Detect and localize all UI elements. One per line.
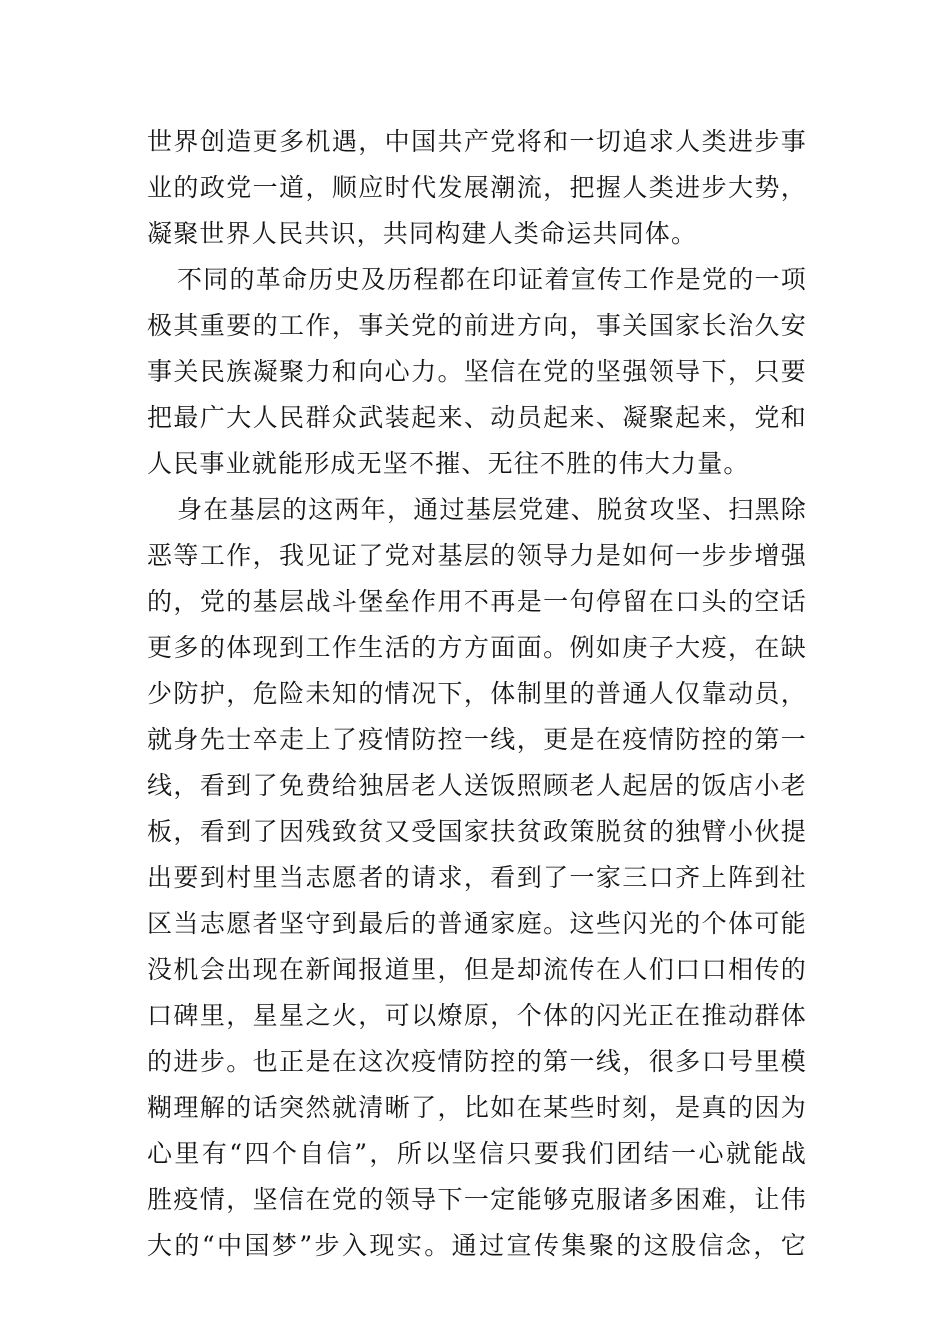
text-line: 的进步。也正是在这次疫情防控的第一线，很多口号里模: [147, 1047, 807, 1076]
text-line: 身在基层的这两年，通过基层党建、脱贫攻坚、扫黑除: [177, 495, 807, 524]
text-line: 线，看到了免费给独居老人送饭照顾老人起居的饭店小老: [147, 771, 807, 800]
text-line: 凝聚世界人民共识，共同构建人类命运共同体。: [147, 219, 698, 248]
text-line: 业的政党一道，顺应时代发展潮流，把握人类进步大势，: [147, 173, 807, 202]
text-line: 胜疫情，坚信在党的领导下一定能够克服诸多困难，让伟: [147, 1185, 807, 1214]
text-line: 心里有“四个自信”，所以坚信只要我们团结一心就能战: [147, 1139, 807, 1168]
text-line: 恶等工作，我见证了党对基层的领导力是如何一步步增强: [147, 541, 807, 570]
text-line: 区当志愿者坚守到最后的普通家庭。这些闪光的个体可能: [147, 909, 807, 938]
text-line: 大的“中国梦”步入现实。通过宣传集聚的这股信念，它: [147, 1231, 807, 1260]
body-text: [147, 119, 807, 1269]
text-line: 少防护，危险未知的情况下，体制里的普通人仅靠动员，: [147, 679, 807, 708]
text-line: 糊理解的话突然就清晰了，比如在某些时刻，是真的因为: [147, 1093, 807, 1122]
text-line: 把最广大人民群众武装起来、动员起来、凝聚起来，党和: [147, 403, 807, 432]
text-line: 的，党的基层战斗堡垒作用不再是一句停留在口头的空话: [147, 587, 807, 616]
text-line: 就身先士卒走上了疫情防控一线，更是在疫情防控的第一: [147, 725, 807, 754]
text-line: 出要到村里当志愿者的请求，看到了一家三口齐上阵到社: [147, 863, 807, 892]
text-line: 口碑里，星星之火，可以燎原，个体的闪光正在推动群体: [147, 1001, 807, 1030]
text-line: 世界创造更多机遇，中国共产党将和一切追求人类进步事: [147, 127, 807, 156]
text-line: 更多的体现到工作生活的方方面面。例如庚子大疫，在缺: [147, 633, 807, 662]
text-line: 没机会出现在新闻报道里，但是却流传在人们口口相传的: [147, 955, 807, 984]
text-line: 人民事业就能形成无坚不摧、无往不胜的伟大力量。: [147, 449, 750, 478]
text-line: 板，看到了因残致贫又受国家扶贫政策脱贫的独臂小伙提: [147, 817, 807, 846]
text-line: 不同的革命历史及历程都在印证着宣传工作是党的一项: [177, 265, 807, 294]
text-line: 极其重要的工作，事关党的前进方向，事关国家长治久安: [147, 311, 807, 340]
text-line: 事关民族凝聚力和向心力。坚信在党的坚强领导下，只要: [147, 357, 807, 386]
